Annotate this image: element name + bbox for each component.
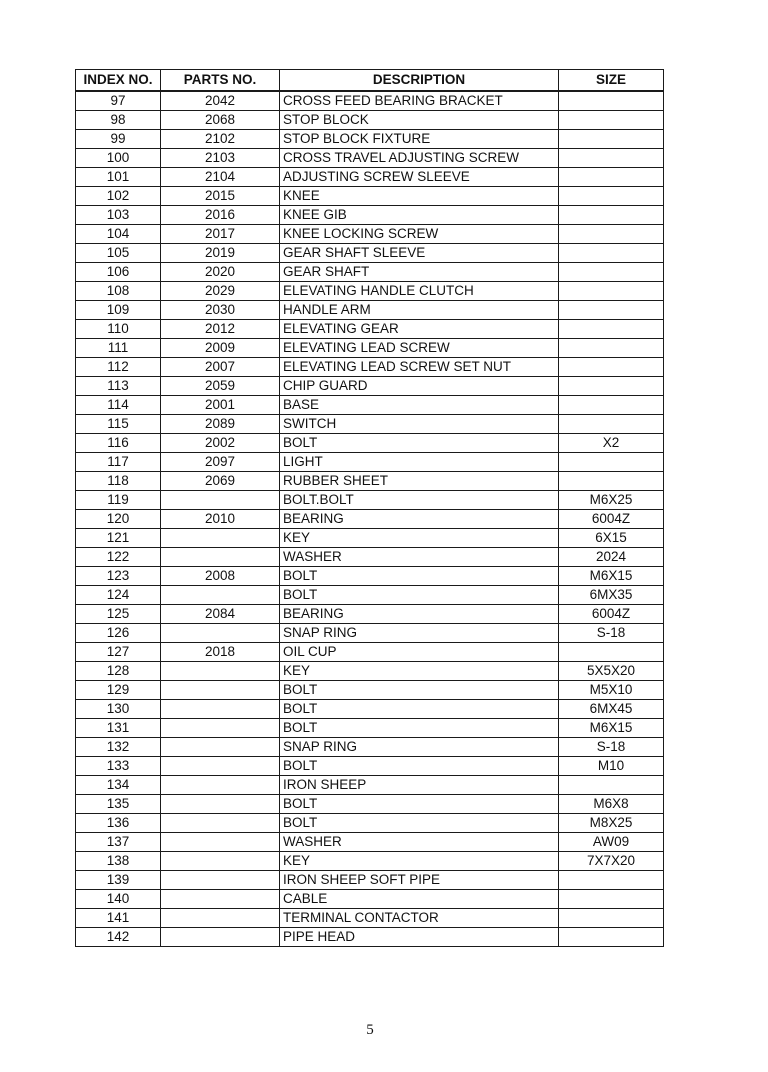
cell-description: BOLT [280,567,559,586]
cell-index-no: 119 [76,491,161,510]
table-row [76,472,664,491]
table-row [76,624,664,643]
cell-description: ELEVATING LEAD SCREW SET NUT [280,358,559,377]
cell-description: BOLT [280,814,559,833]
cell-index-no: 118 [76,472,161,491]
table-row [76,282,664,301]
cell-parts-no [161,491,280,510]
cell-description: ELEVATING LEAD SCREW [280,339,559,358]
cell-index-no: 121 [76,529,161,548]
cell-parts-no: 2009 [161,339,280,358]
cell-size [559,358,664,377]
cell-parts-no [161,529,280,548]
cell-index-no: 99 [76,130,161,149]
cell-parts-no: 2008 [161,567,280,586]
cell-description: KNEE LOCKING SCREW [280,225,559,244]
cell-parts-no: 2002 [161,434,280,453]
cell-size: M8X25 [559,814,664,833]
cell-description: RUBBER SHEET [280,472,559,491]
cell-parts-no: 2007 [161,358,280,377]
cell-description: CROSS FEED BEARING BRACKET [280,91,559,111]
cell-index-no: 102 [76,187,161,206]
cell-index-no: 142 [76,928,161,947]
cell-index-no: 139 [76,871,161,890]
cell-parts-no: 2001 [161,396,280,415]
cell-parts-no: 2059 [161,377,280,396]
cell-size [559,339,664,358]
cell-index-no: 127 [76,643,161,662]
cell-size [559,91,664,111]
cell-description: BOLT.BOLT [280,491,559,510]
cell-index-no: 138 [76,852,161,871]
cell-index-no: 135 [76,795,161,814]
cell-index-no: 140 [76,890,161,909]
cell-size: M10 [559,757,664,776]
cell-size: 6X15 [559,529,664,548]
cell-size: M6X8 [559,795,664,814]
cell-size: S-18 [559,624,664,643]
cell-parts-no: 2097 [161,453,280,472]
cell-description: BOLT [280,795,559,814]
cell-parts-no [161,700,280,719]
cell-parts-no: 2015 [161,187,280,206]
cell-index-no: 109 [76,301,161,320]
cell-size [559,377,664,396]
cell-description: ELEVATING HANDLE CLUTCH [280,282,559,301]
cell-description: BOLT [280,757,559,776]
cell-index-no: 114 [76,396,161,415]
cell-index-no: 106 [76,263,161,282]
table-row [76,871,664,890]
cell-parts-no: 2104 [161,168,280,187]
cell-size [559,415,664,434]
cell-size: S-18 [559,738,664,757]
cell-parts-no [161,795,280,814]
cell-index-no: 101 [76,168,161,187]
cell-size [559,472,664,491]
cell-parts-no: 2018 [161,643,280,662]
cell-size [559,909,664,928]
cell-index-no: 97 [76,91,161,111]
cell-description: TERMINAL CONTACTOR [280,909,559,928]
cell-size: 2024 [559,548,664,567]
cell-parts-no: 2068 [161,111,280,130]
cell-index-no: 112 [76,358,161,377]
cell-parts-no: 2019 [161,244,280,263]
cell-description: STOP BLOCK FIXTURE [280,130,559,149]
table-row [76,168,664,187]
cell-size: 6004Z [559,510,664,529]
cell-description: KEY [280,662,559,681]
table-row [76,757,664,776]
cell-index-no: 133 [76,757,161,776]
cell-description: LIGHT [280,453,559,472]
table-row [76,434,664,453]
cell-description: KEY [280,852,559,871]
table-row [76,567,664,586]
cell-description: SNAP RING [280,738,559,757]
cell-index-no: 130 [76,700,161,719]
cell-size [559,263,664,282]
cell-parts-no: 2030 [161,301,280,320]
cell-index-no: 98 [76,111,161,130]
table-row [76,301,664,320]
table-row [76,681,664,700]
table-row [76,415,664,434]
cell-size [559,776,664,795]
cell-index-no: 111 [76,339,161,358]
cell-index-no: 141 [76,909,161,928]
cell-description: OIL CUP [280,643,559,662]
table-row [76,586,664,605]
header-size: SIZE [559,70,664,92]
cell-description: CHIP GUARD [280,377,559,396]
cell-size: M6X25 [559,491,664,510]
cell-size: 5X5X20 [559,662,664,681]
table-row [76,377,664,396]
cell-size [559,320,664,339]
cell-description: KNEE GIB [280,206,559,225]
cell-index-no: 125 [76,605,161,624]
cell-description: CABLE [280,890,559,909]
cell-description: BEARING [280,605,559,624]
cell-description: IRON SHEEP [280,776,559,795]
cell-parts-no [161,757,280,776]
cell-parts-no [161,662,280,681]
cell-size: AW09 [559,833,664,852]
cell-parts-no: 2103 [161,149,280,168]
parts-list-table [75,69,664,947]
cell-size [559,225,664,244]
cell-parts-no: 2012 [161,320,280,339]
cell-index-no: 120 [76,510,161,529]
table-row [76,548,664,567]
cell-index-no: 117 [76,453,161,472]
cell-parts-no [161,586,280,605]
cell-index-no: 136 [76,814,161,833]
cell-size [559,890,664,909]
table-row [76,149,664,168]
table-row [76,339,664,358]
table-row [76,453,664,472]
cell-size [559,111,664,130]
cell-parts-no [161,719,280,738]
cell-size [559,206,664,225]
table-row [76,91,664,111]
cell-description: GEAR SHAFT [280,263,559,282]
cell-description: CROSS TRAVEL ADJUSTING SCREW [280,149,559,168]
table-row [76,890,664,909]
cell-parts-no [161,833,280,852]
cell-index-no: 103 [76,206,161,225]
cell-index-no: 132 [76,738,161,757]
cell-size [559,301,664,320]
cell-index-no: 115 [76,415,161,434]
table-row [76,206,664,225]
table-row [76,225,664,244]
cell-description: BOLT [280,719,559,738]
cell-size [559,871,664,890]
table-row [76,643,664,662]
cell-parts-no [161,776,280,795]
table-row [76,320,664,339]
table-row [76,396,664,415]
table-row [76,776,664,795]
header-description: DESCRIPTION [280,70,559,92]
cell-index-no: 105 [76,244,161,263]
table-row [76,909,664,928]
cell-index-no: 110 [76,320,161,339]
page-number: 5 [366,1022,374,1038]
cell-size: M6X15 [559,719,664,738]
cell-description: IRON SHEEP SOFT PIPE [280,871,559,890]
table-row [76,491,664,510]
cell-size [559,149,664,168]
cell-description: HANDLE ARM [280,301,559,320]
cell-index-no: 113 [76,377,161,396]
cell-index-no: 104 [76,225,161,244]
cell-parts-no: 2020 [161,263,280,282]
cell-parts-no: 2029 [161,282,280,301]
cell-size [559,928,664,947]
table-row [76,814,664,833]
table-row [76,738,664,757]
cell-description: STOP BLOCK [280,111,559,130]
cell-index-no: 126 [76,624,161,643]
cell-description: WASHER [280,548,559,567]
cell-size: 7X7X20 [559,852,664,871]
table-row [76,833,664,852]
cell-index-no: 129 [76,681,161,700]
cell-parts-no [161,681,280,700]
cell-index-no: 116 [76,434,161,453]
cell-index-no: 108 [76,282,161,301]
header-index-no: INDEX NO. [76,70,161,92]
table-body [76,91,664,947]
cell-description: BOLT [280,681,559,700]
cell-description: ADJUSTING SCREW SLEEVE [280,168,559,187]
cell-description: BASE [280,396,559,415]
cell-parts-no: 2017 [161,225,280,244]
cell-parts-no: 2016 [161,206,280,225]
cell-parts-no: 2042 [161,91,280,111]
cell-size [559,282,664,301]
cell-description: KNEE [280,187,559,206]
cell-index-no: 134 [76,776,161,795]
table-row [76,605,664,624]
cell-description: BOLT [280,586,559,605]
cell-size [559,187,664,206]
cell-parts-no: 2010 [161,510,280,529]
cell-size: M5X10 [559,681,664,700]
table-row [76,510,664,529]
cell-size: M6X15 [559,567,664,586]
cell-size: 6MX45 [559,700,664,719]
cell-parts-no: 2102 [161,130,280,149]
table-row [76,187,664,206]
cell-description: BOLT [280,434,559,453]
table-row [76,852,664,871]
cell-parts-no [161,852,280,871]
table-row [76,263,664,282]
header-parts-no: PARTS NO. [161,70,280,92]
cell-index-no: 100 [76,149,161,168]
cell-description: PIPE HEAD [280,928,559,947]
cell-index-no: 124 [76,586,161,605]
cell-index-no: 123 [76,567,161,586]
cell-size [559,168,664,187]
cell-size [559,396,664,415]
cell-parts-no [161,871,280,890]
cell-description: BEARING [280,510,559,529]
table-row [76,244,664,263]
table-row [76,719,664,738]
cell-index-no: 122 [76,548,161,567]
table-row [76,358,664,377]
table-row [76,130,664,149]
cell-parts-no: 2089 [161,415,280,434]
cell-size [559,130,664,149]
cell-parts-no [161,909,280,928]
cell-parts-no [161,814,280,833]
cell-parts-no [161,624,280,643]
cell-description: WASHER [280,833,559,852]
cell-parts-no: 2084 [161,605,280,624]
cell-size: X2 [559,434,664,453]
cell-size [559,453,664,472]
cell-parts-no [161,548,280,567]
cell-parts-no [161,738,280,757]
cell-description: KEY [280,529,559,548]
table-row [76,111,664,130]
cell-size: 6004Z [559,605,664,624]
cell-size: 6MX35 [559,586,664,605]
cell-description: SNAP RING [280,624,559,643]
cell-index-no: 128 [76,662,161,681]
table-row [76,662,664,681]
table-row [76,700,664,719]
cell-index-no: 137 [76,833,161,852]
cell-parts-no: 2069 [161,472,280,491]
table-row [76,529,664,548]
cell-description: BOLT [280,700,559,719]
table-row [76,928,664,947]
cell-description: SWITCH [280,415,559,434]
table-row [76,795,664,814]
cell-description: ELEVATING GEAR [280,320,559,339]
cell-size [559,643,664,662]
table-header-row [76,70,664,92]
cell-index-no: 131 [76,719,161,738]
cell-parts-no [161,890,280,909]
cell-description: GEAR SHAFT SLEEVE [280,244,559,263]
cell-size [559,244,664,263]
cell-parts-no [161,928,280,947]
